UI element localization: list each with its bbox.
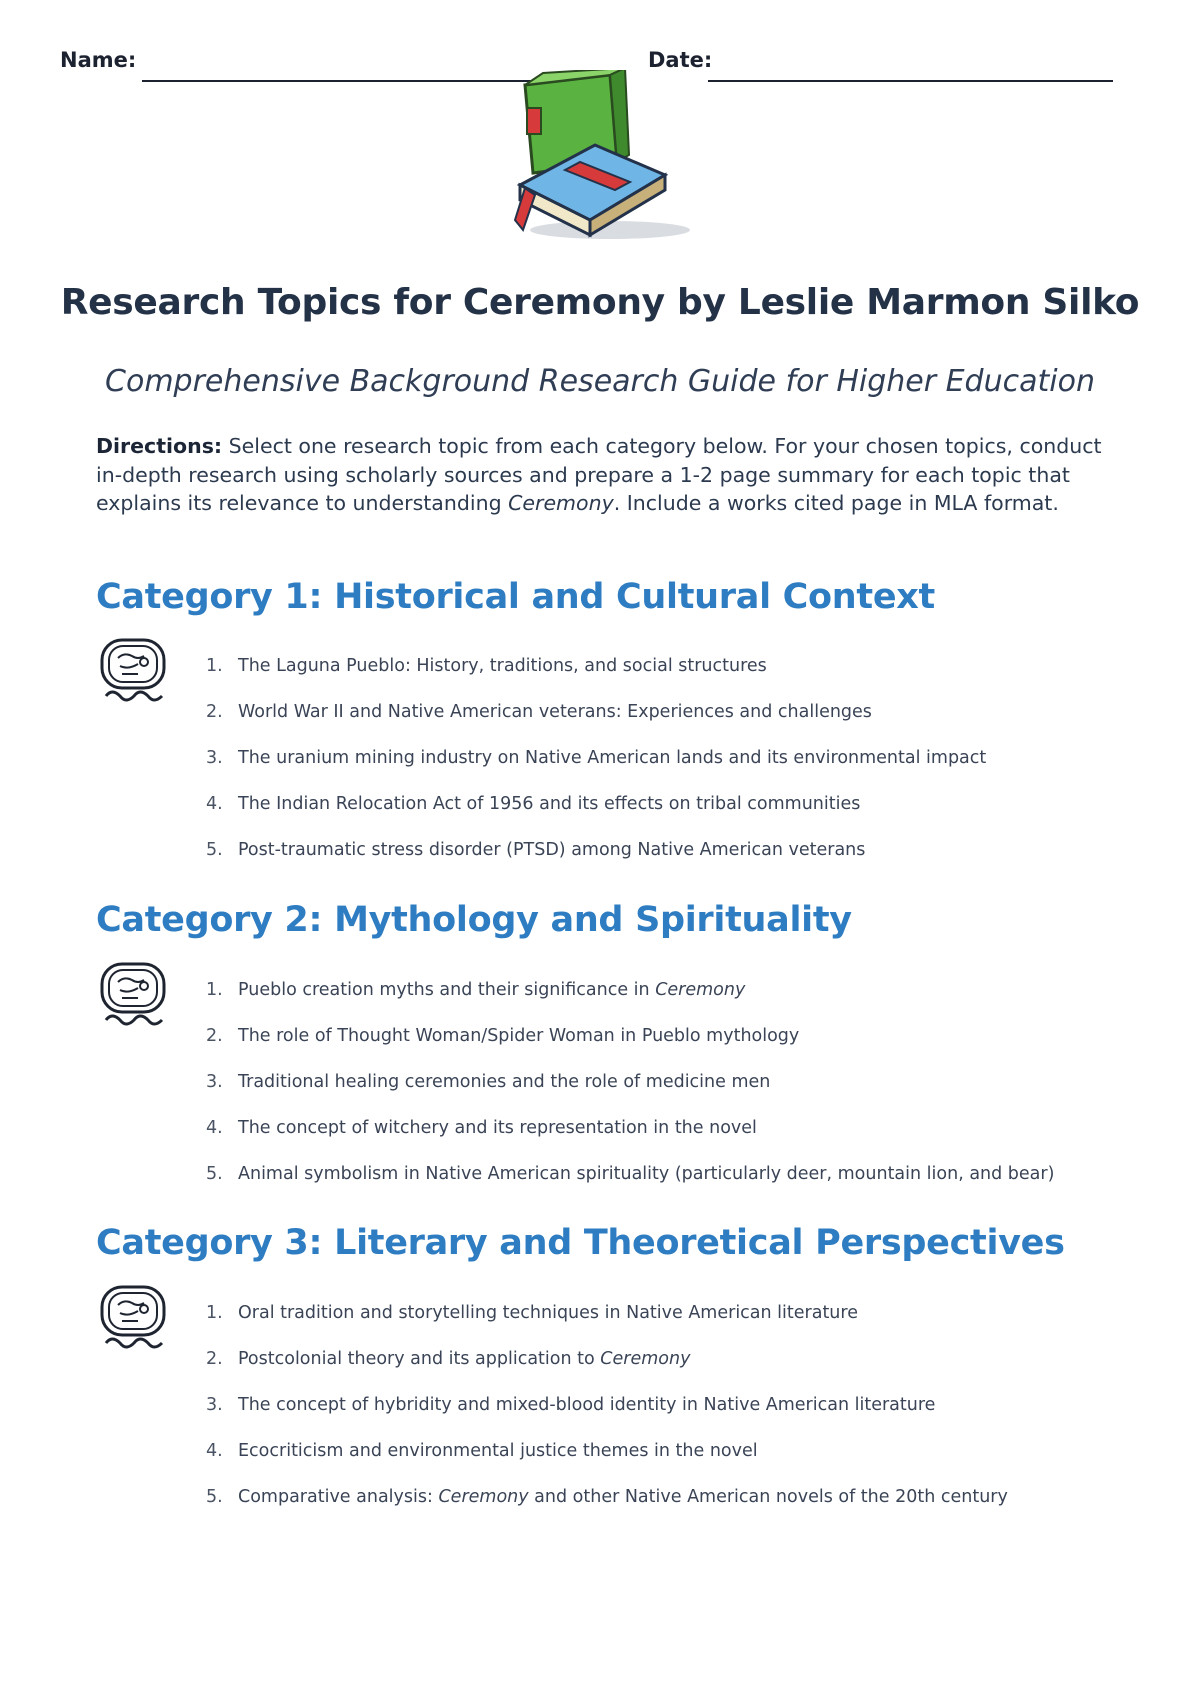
item-text: The Indian Relocation Act of 1956 and its effects on tribal communities bbox=[238, 794, 861, 814]
list-item bbox=[206, 794, 986, 840]
item-text: Traditional healing ceremonies and the role of medicine men bbox=[238, 1072, 771, 1092]
list-item bbox=[206, 840, 986, 886]
item-text: The concept of hybridity and mixed-blood identity in Native American literature bbox=[238, 1395, 936, 1415]
category-1-list bbox=[206, 656, 986, 886]
item-text: The uranium mining industry on Native American lands and its environmental impact bbox=[238, 748, 987, 768]
item-number: 5. bbox=[206, 840, 223, 860]
list-item bbox=[206, 748, 986, 794]
item-text: The concept of witchery and its representation in the novel bbox=[238, 1118, 757, 1138]
category-1-title: Category 1: Historical and Cultural Context bbox=[96, 577, 935, 617]
mayan-glyph-icon bbox=[98, 1283, 170, 1355]
item-text: Post-traumatic stress disorder (PTSD) among Native American veterans bbox=[238, 840, 866, 860]
list-item bbox=[206, 1072, 1054, 1118]
list-item bbox=[206, 1349, 1008, 1395]
item-text: Pueblo creation myths and their significance in bbox=[238, 980, 656, 1000]
item-number: 4. bbox=[206, 1441, 223, 1461]
mayan-glyph-icon bbox=[98, 960, 170, 1032]
page-subtitle: Comprehensive Background Research Guide for Higher Education bbox=[105, 364, 1095, 399]
date-label: Date: bbox=[648, 48, 713, 72]
item-number: 3. bbox=[206, 1072, 223, 1092]
name-line[interactable] bbox=[142, 80, 545, 82]
item-text: Animal symbolism in Native American spirituality (particularly deer, mountain lion, and bear) bbox=[238, 1164, 1055, 1184]
list-item bbox=[206, 1441, 1008, 1487]
item-number: 4. bbox=[206, 794, 223, 814]
list-item bbox=[206, 1303, 1008, 1349]
item-text: Ecocriticism and environmental justice themes in the novel bbox=[238, 1441, 758, 1461]
item-number: 3. bbox=[206, 748, 223, 768]
item-text: The Laguna Pueblo: History, traditions, and social structures bbox=[238, 656, 767, 676]
item-number: 2. bbox=[206, 702, 223, 722]
item-number: 2. bbox=[206, 1349, 223, 1369]
item-italic: Ceremony bbox=[600, 1349, 691, 1369]
item-text: The role of Thought Woman/Spider Woman in Pueblo mythology bbox=[238, 1026, 800, 1046]
date-line[interactable] bbox=[708, 80, 1113, 82]
category-2-list bbox=[206, 980, 1054, 1210]
item-number: 5. bbox=[206, 1164, 223, 1184]
directions-italic: Ceremony bbox=[508, 491, 614, 515]
list-item bbox=[206, 1164, 1054, 1210]
directions-text: Select one research topic from each category below. For your chosen topics, conduct in-depth research using scholarly sources and prepare a 1-2 page summary for each topic that explains its relevance to understanding bbox=[96, 434, 1102, 515]
item-italic: Ceremony bbox=[655, 980, 746, 1000]
item-text: Oral tradition and storytelling techniques in Native American literature bbox=[238, 1303, 858, 1323]
list-item bbox=[206, 1487, 1008, 1533]
item-italic: Ceremony bbox=[438, 1487, 529, 1507]
list-item bbox=[206, 702, 986, 748]
directions bbox=[96, 432, 1106, 518]
item-number: 5. bbox=[206, 1487, 223, 1507]
item-number: 1. bbox=[206, 1303, 223, 1323]
item-text-end: and other Native American novels of the 20th century bbox=[528, 1487, 1008, 1507]
list-item bbox=[206, 1118, 1054, 1164]
directions-text-end: . Include a works cited page in MLA format. bbox=[613, 491, 1059, 515]
item-number: 2. bbox=[206, 1026, 223, 1046]
category-3-title: Category 3: Literary and Theoretical Perspectives bbox=[96, 1223, 1065, 1263]
mayan-glyph-icon bbox=[98, 636, 170, 708]
list-item bbox=[206, 1026, 1054, 1072]
item-text: Comparative analysis: bbox=[238, 1487, 439, 1507]
list-item bbox=[206, 656, 986, 702]
item-text: World War II and Native American veterans: Experiences and challenges bbox=[238, 702, 872, 722]
page-title: Research Topics for Ceremony by Leslie Marmon Silko bbox=[60, 282, 1140, 323]
item-number: 1. bbox=[206, 656, 223, 676]
directions-label: Directions: bbox=[96, 434, 223, 458]
list-item bbox=[206, 980, 1054, 1026]
list-item bbox=[206, 1395, 1008, 1441]
item-number: 1. bbox=[206, 980, 223, 1000]
item-text: Postcolonial theory and its application to bbox=[238, 1349, 601, 1369]
category-3-list bbox=[206, 1303, 1008, 1533]
books-icon bbox=[505, 70, 705, 245]
item-number: 4. bbox=[206, 1118, 223, 1138]
name-label: Name: bbox=[60, 48, 137, 72]
category-2-title: Category 2: Mythology and Spirituality bbox=[96, 900, 852, 940]
item-number: 3. bbox=[206, 1395, 223, 1415]
